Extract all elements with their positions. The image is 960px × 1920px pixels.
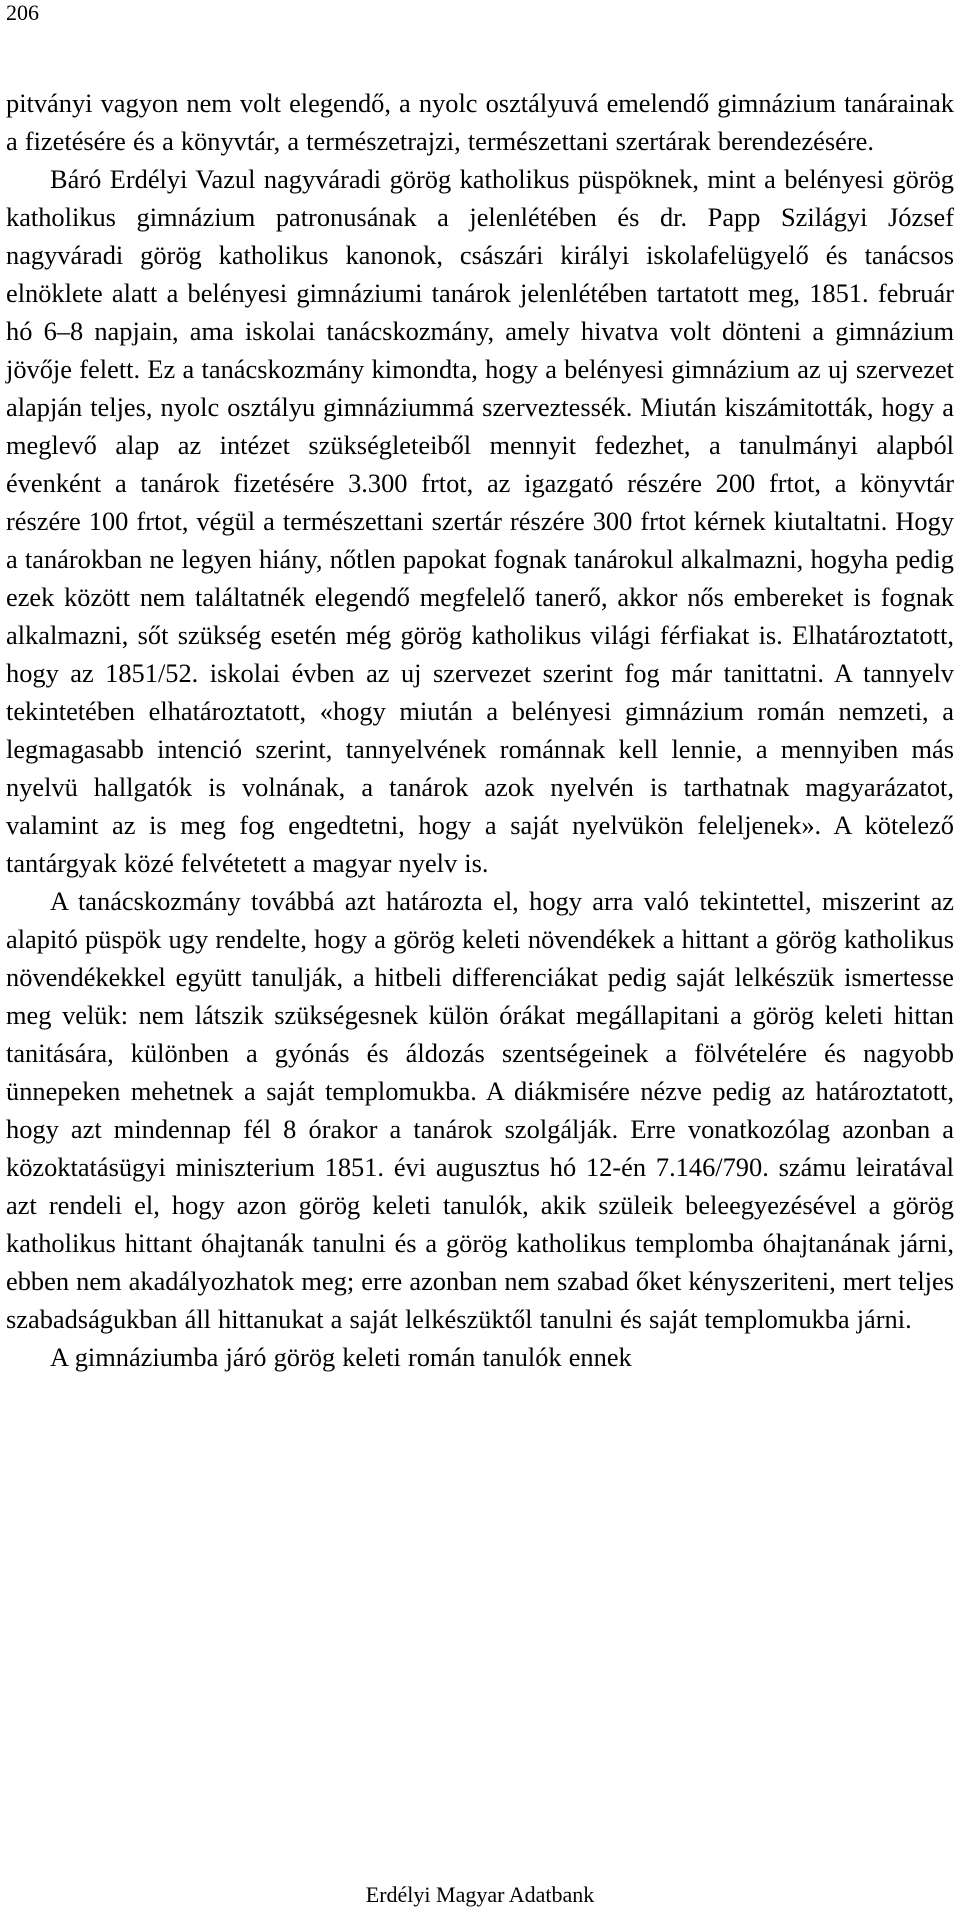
paragraph-religion-teaching: A tanácskozmány továbbá azt határozta el, hogy arra való tekintettel, miszerint az alapitó püspök ugy rendelte, hogy a görög keleti növendékek a hittant a görög katholikus növendékekkel együtt tanulják, a hitbeli differenciákat pedig saját lelkészük ismertesse meg velük: nem látszik szükségesnek külön órákat megállapitani a görög keleti hittan tanitására, különben a gyónás és áldozás szentségeinek a fölvételére és nagyobb ünnepeken mehetnek a saját templomukba. A diákmisére nézve pedig az határoztatott, hogy azt mindennap fél 8 órakor a tanárok szolgálják. Erre vonatkozólag azonban a közoktatásügyi miniszterium 1851. évi augusztus hó 12-én 7.146/790. számu leiratával azt rendeli el, hogy azon görög keleti tanulók, akik szüleik beleegyezésével a görög katholikus hittant óhajtanák tanulni és a görög katholikus templomba óhajtanának járni, ebben nem akadályozhatok meg; erre azonban nem szabad őket kényszeriteni, mert teljes szabadságukban áll hittanukat a saját lelkészüktől tanulni és saját templomukba járni. (6, 886, 954, 1334)
paragraph-continuation: pitványi vagyon nem volt elegendő, a nyolc osztályuvá emelendő gimnázium tanárainak a fizetésére és a könyvtár, a természetrajzi, természettani szertárak berendezésére. (6, 88, 954, 156)
paragraph-council-meeting: Báró Erdélyi Vazul nagyváradi görög katholikus püspöknek, mint a belényesi görög katholikus gimnázium patronusának a jelenlétében és dr. Papp Szilágyi József nagyváradi görög katholikus kanonok, császári királyi iskolafelügyelő és tanácsos elnöklete alatt a belényesi gimnáziumi tanárok jelenlétében tartatott meg, 1851. február hó 6–8 napjain, ama iskolai tanácskozmány, amely hivatva volt dönteni a gimnázium jövője felett. Ez a tanácskozmány kimondta, hogy a belényesi gimnázium az uj szervezet alapján teljes, nyolc osztályu gimnáziummá szerveztessék. Miután kiszámitották, hogy a meglevő alap az intézet szükségleteiből mennyit fedezhet, a tanulmányi alapból évenként a tanárok fizetésére 3.300 frtot, az igazgató részére 200 frtot, a könyvtár részére 100 frtot, végül a természettani szertár részére 300 frtot kérnek kiutaltatni. Hogy a tanárokban ne legyen hiány, nőtlen papokat fognak tanárokul alkalmazni, hogyha pedig ezek között nem találtatnék elegendő megfelelő tanerő, akkor nős embereket is fognak alkalmazni, sőt szükség esetén még görög katholikus világi férfiakat is. Elhatároztatott, hogy az 1851/52. iskolai évben az uj szervezet szerint fog már tanittatni. A tannyelv tekintetében elhatároztatott, «hogy miután a belényesi gimnázium román nemzeti, a legmagasabb intenció szerint, tannyelvének románnak kell lennie, a mennyiben más nyelvü hallgatók is volnának, a tanárok azok nyelvén is tarthatnak magyarázatot, valamint az is meg fog engedtetni, hogy a saját nyelvükön feleljenek». A kötelező tantárgyak közé felvétetett a magyar nyelv is. (6, 164, 954, 878)
body-text (6, 84, 954, 1376)
paragraph-final-line: A gimnáziumba járó görög keleti román tanulók ennek (50, 1342, 632, 1372)
footer-source: Erdélyi Magyar Adatbank (365, 1882, 595, 1907)
page-number: 206 (6, 0, 39, 25)
